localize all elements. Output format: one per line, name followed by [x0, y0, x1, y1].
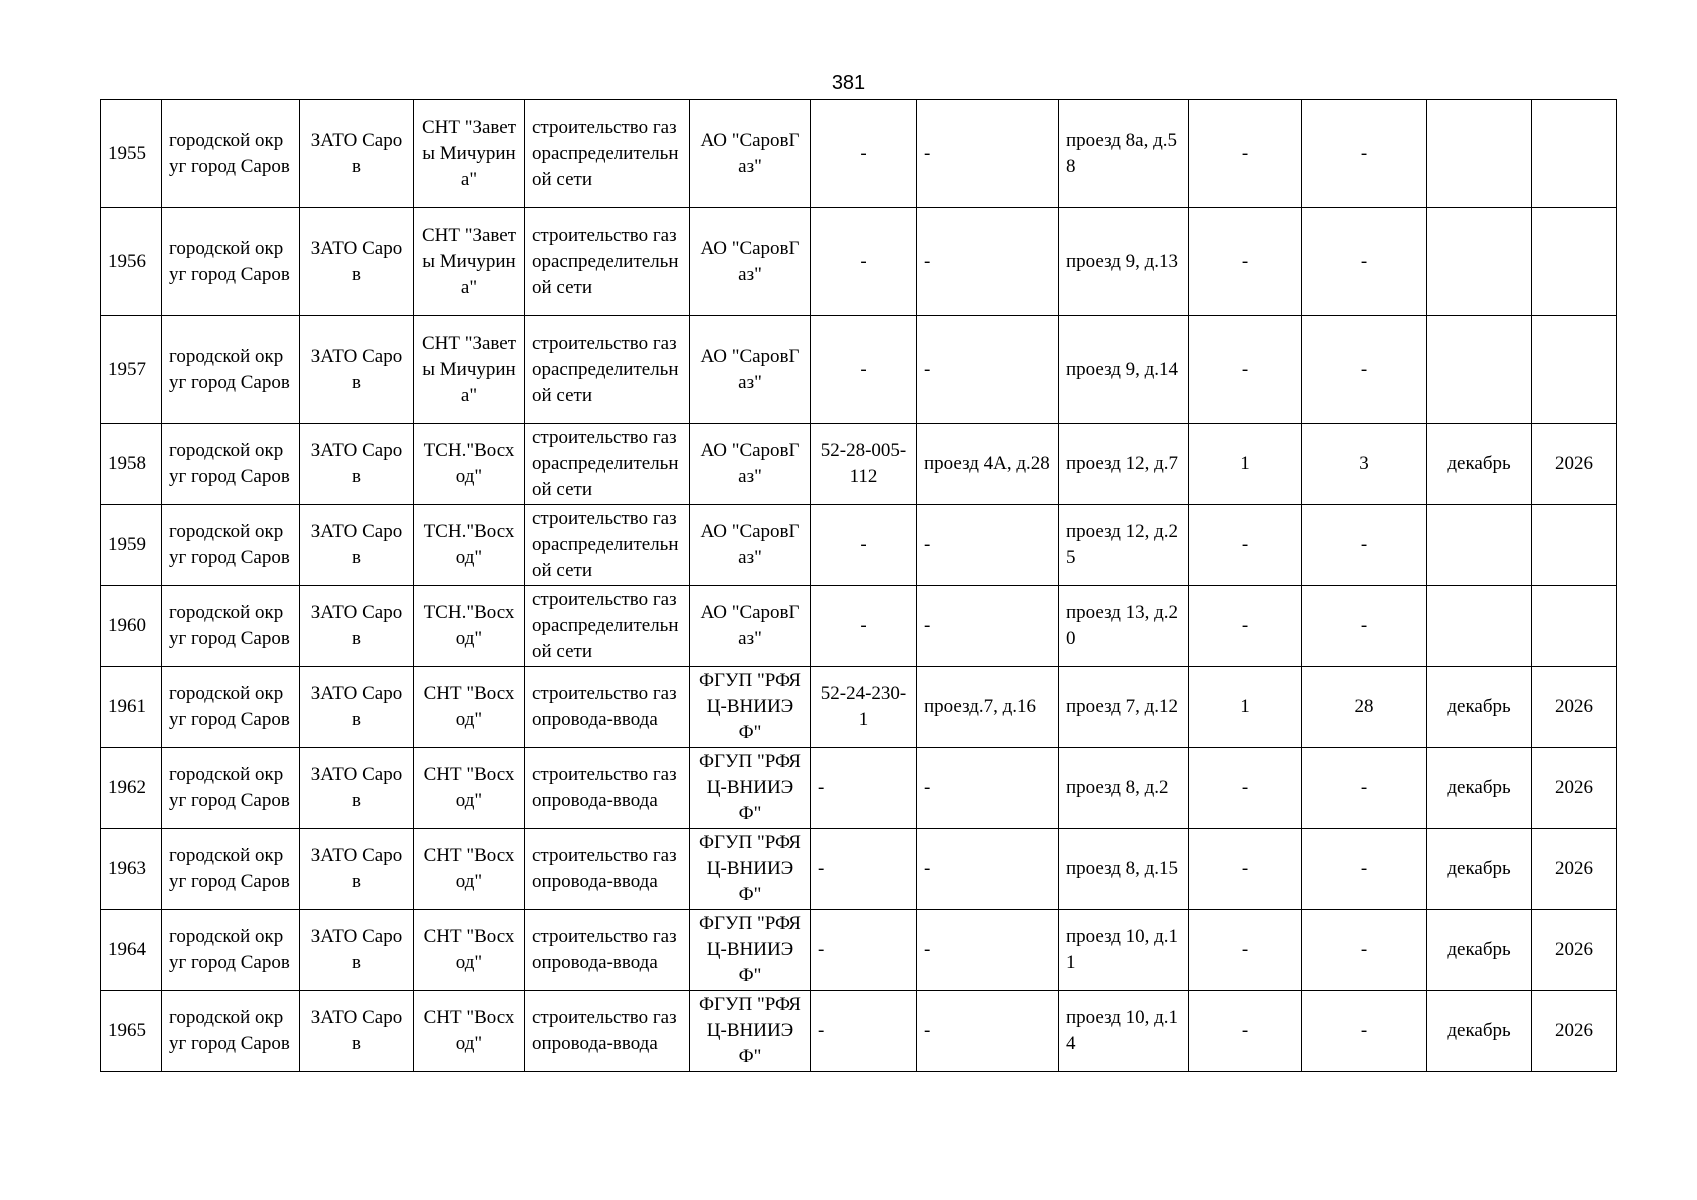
quantity-cell: - — [1189, 208, 1302, 316]
month-cell: декабрь — [1427, 748, 1532, 829]
organization-cell: АО "СаровГаз" — [690, 505, 811, 586]
address-cell: проезд 4А, д.28 — [917, 424, 1059, 505]
year-cell: 2026 — [1532, 991, 1617, 1072]
district-cell: ЗАТО Саров — [300, 586, 414, 667]
municipality-cell: городской округ город Саров — [162, 424, 300, 505]
table-row — [101, 586, 1617, 667]
district-cell: ЗАТО Саров — [300, 910, 414, 991]
municipality-cell: городской округ город Саров — [162, 586, 300, 667]
month-cell: декабрь — [1427, 829, 1532, 910]
year-cell: 2026 — [1532, 667, 1617, 748]
location-cell: проезд 10, д.11 — [1059, 910, 1189, 991]
address-cell: - — [917, 316, 1059, 424]
municipality-cell: городской округ город Саров — [162, 505, 300, 586]
cadastral-number-cell: 52-24-230-1 — [811, 667, 917, 748]
address-cell: - — [917, 505, 1059, 586]
year-cell — [1532, 316, 1617, 424]
month-cell: декабрь — [1427, 910, 1532, 991]
location-cell: проезд 13, д.20 — [1059, 586, 1189, 667]
month-cell: декабрь — [1427, 991, 1532, 1072]
municipality-cell: городской округ город Саров — [162, 208, 300, 316]
cadastral-number-cell: - — [811, 991, 917, 1072]
length-cell: 3 — [1302, 424, 1427, 505]
municipality-cell: городской округ город Саров — [162, 991, 300, 1072]
organization-cell: АО "СаровГаз" — [690, 208, 811, 316]
length-cell: 28 — [1302, 667, 1427, 748]
municipality-cell: городской округ город Саров — [162, 100, 300, 208]
district-cell: ЗАТО Саров — [300, 316, 414, 424]
district-cell: ЗАТО Саров — [300, 100, 414, 208]
table-row — [101, 316, 1617, 424]
quantity-cell: - — [1189, 748, 1302, 829]
length-cell: - — [1302, 505, 1427, 586]
year-cell — [1532, 100, 1617, 208]
quantity-cell: - — [1189, 505, 1302, 586]
address-cell: - — [917, 748, 1059, 829]
table-row — [101, 910, 1617, 991]
quantity-cell: - — [1189, 829, 1302, 910]
organization-cell: ФГУП "РФЯЦ-ВНИИЭФ" — [690, 991, 811, 1072]
settlement-cell: СНТ "Восход" — [414, 667, 525, 748]
row-number: 1955 — [101, 100, 162, 208]
row-number: 1962 — [101, 748, 162, 829]
work-type-cell: строительство газораспределительной сети — [525, 316, 690, 424]
cadastral-number-cell: - — [811, 208, 917, 316]
quantity-cell: - — [1189, 100, 1302, 208]
row-number: 1959 — [101, 505, 162, 586]
month-cell: декабрь — [1427, 424, 1532, 505]
settlement-cell: СНТ "Заветы Мичурина" — [414, 100, 525, 208]
location-cell: проезд 12, д.25 — [1059, 505, 1189, 586]
settlement-cell: СНТ "Восход" — [414, 829, 525, 910]
table-row — [101, 100, 1617, 208]
row-number: 1960 — [101, 586, 162, 667]
cadastral-number-cell: - — [811, 748, 917, 829]
organization-cell: ФГУП "РФЯЦ-ВНИИЭФ" — [690, 667, 811, 748]
settlement-cell: СНТ "Восход" — [414, 991, 525, 1072]
district-cell: ЗАТО Саров — [300, 991, 414, 1072]
location-cell: проезд 9, д.13 — [1059, 208, 1189, 316]
gasification-table — [100, 99, 1617, 1072]
municipality-cell: городской округ город Саров — [162, 667, 300, 748]
address-cell: - — [917, 829, 1059, 910]
year-cell — [1532, 208, 1617, 316]
cadastral-number-cell: - — [811, 829, 917, 910]
address-cell: - — [917, 910, 1059, 991]
address-cell: проезд.7, д.16 — [917, 667, 1059, 748]
cadastral-number-cell: - — [811, 910, 917, 991]
settlement-cell: СНТ "Восход" — [414, 748, 525, 829]
work-type-cell: строительство газораспределительной сети — [525, 424, 690, 505]
table-row — [101, 505, 1617, 586]
length-cell: - — [1302, 586, 1427, 667]
work-type-cell: строительство газораспределительной сети — [525, 505, 690, 586]
municipality-cell: городской округ город Саров — [162, 316, 300, 424]
location-cell: проезд 9, д.14 — [1059, 316, 1189, 424]
table-row — [101, 748, 1617, 829]
district-cell: ЗАТО Саров — [300, 208, 414, 316]
length-cell: - — [1302, 910, 1427, 991]
table-row — [101, 208, 1617, 316]
settlement-cell: ТСН."Восход" — [414, 424, 525, 505]
organization-cell: ФГУП "РФЯЦ-ВНИИЭФ" — [690, 748, 811, 829]
settlement-cell: СНТ "Заветы Мичурина" — [414, 316, 525, 424]
municipality-cell: городской округ город Саров — [162, 748, 300, 829]
organization-cell: ФГУП "РФЯЦ-ВНИИЭФ" — [690, 910, 811, 991]
municipality-cell: городской округ город Саров — [162, 910, 300, 991]
cadastral-number-cell: 52-28-005-112 — [811, 424, 917, 505]
organization-cell: ФГУП "РФЯЦ-ВНИИЭФ" — [690, 829, 811, 910]
settlement-cell: ТСН."Восход" — [414, 505, 525, 586]
organization-cell: АО "СаровГаз" — [690, 586, 811, 667]
row-number: 1965 — [101, 991, 162, 1072]
district-cell: ЗАТО Саров — [300, 424, 414, 505]
year-cell — [1532, 586, 1617, 667]
month-cell — [1427, 316, 1532, 424]
quantity-cell: - — [1189, 316, 1302, 424]
cadastral-number-cell: - — [811, 505, 917, 586]
table-row — [101, 424, 1617, 505]
district-cell: ЗАТО Саров — [300, 505, 414, 586]
row-number: 1958 — [101, 424, 162, 505]
settlement-cell: СНТ "Заветы Мичурина" — [414, 208, 525, 316]
location-cell: проезд 12, д.7 — [1059, 424, 1189, 505]
month-cell — [1427, 208, 1532, 316]
organization-cell: АО "СаровГаз" — [690, 100, 811, 208]
length-cell: - — [1302, 748, 1427, 829]
work-type-cell: строительство газопровода-ввода — [525, 667, 690, 748]
row-number: 1961 — [101, 667, 162, 748]
month-cell: декабрь — [1427, 667, 1532, 748]
work-type-cell: строительство газопровода-ввода — [525, 748, 690, 829]
row-number: 1963 — [101, 829, 162, 910]
length-cell: - — [1302, 991, 1427, 1072]
location-cell: проезд 7, д.12 — [1059, 667, 1189, 748]
month-cell — [1427, 586, 1532, 667]
quantity-cell: - — [1189, 991, 1302, 1072]
work-type-cell: строительство газораспределительной сети — [525, 100, 690, 208]
address-cell: - — [917, 100, 1059, 208]
year-cell: 2026 — [1532, 829, 1617, 910]
work-type-cell: строительство газопровода-ввода — [525, 991, 690, 1072]
cadastral-number-cell: - — [811, 586, 917, 667]
year-cell: 2026 — [1532, 424, 1617, 505]
table-row — [101, 667, 1617, 748]
length-cell: - — [1302, 829, 1427, 910]
organization-cell: АО "СаровГаз" — [690, 424, 811, 505]
district-cell: ЗАТО Саров — [300, 667, 414, 748]
district-cell: ЗАТО Саров — [300, 829, 414, 910]
year-cell — [1532, 505, 1617, 586]
row-number: 1964 — [101, 910, 162, 991]
page-number: 381 — [831, 72, 866, 94]
address-cell: - — [917, 586, 1059, 667]
location-cell: проезд 8, д.15 — [1059, 829, 1189, 910]
quantity-cell: 1 — [1189, 424, 1302, 505]
organization-cell: АО "СаровГаз" — [690, 316, 811, 424]
row-number: 1957 — [101, 316, 162, 424]
location-cell: проезд 10, д.14 — [1059, 991, 1189, 1072]
district-cell: ЗАТО Саров — [300, 748, 414, 829]
location-cell: проезд 8а, д.58 — [1059, 100, 1189, 208]
quantity-cell: - — [1189, 586, 1302, 667]
quantity-cell: 1 — [1189, 667, 1302, 748]
settlement-cell: ТСН."Восход" — [414, 586, 525, 667]
year-cell: 2026 — [1532, 748, 1617, 829]
row-number: 1956 — [101, 208, 162, 316]
year-cell: 2026 — [1532, 910, 1617, 991]
length-cell: - — [1302, 100, 1427, 208]
settlement-cell: СНТ "Восход" — [414, 910, 525, 991]
table-body — [101, 100, 1617, 1072]
address-cell: - — [917, 991, 1059, 1072]
work-type-cell: строительство газораспределительной сети — [525, 208, 690, 316]
length-cell: - — [1302, 316, 1427, 424]
location-cell: проезд 8, д.2 — [1059, 748, 1189, 829]
cadastral-number-cell: - — [811, 100, 917, 208]
quantity-cell: - — [1189, 910, 1302, 991]
table-row — [101, 829, 1617, 910]
address-cell: - — [917, 208, 1059, 316]
work-type-cell: строительство газораспределительной сети — [525, 586, 690, 667]
work-type-cell: строительство газопровода-ввода — [525, 910, 690, 991]
municipality-cell: городской округ город Саров — [162, 829, 300, 910]
month-cell — [1427, 100, 1532, 208]
month-cell — [1427, 505, 1532, 586]
cadastral-number-cell: - — [811, 316, 917, 424]
table-row — [101, 991, 1617, 1072]
length-cell: - — [1302, 208, 1427, 316]
work-type-cell: строительство газопровода-ввода — [525, 829, 690, 910]
